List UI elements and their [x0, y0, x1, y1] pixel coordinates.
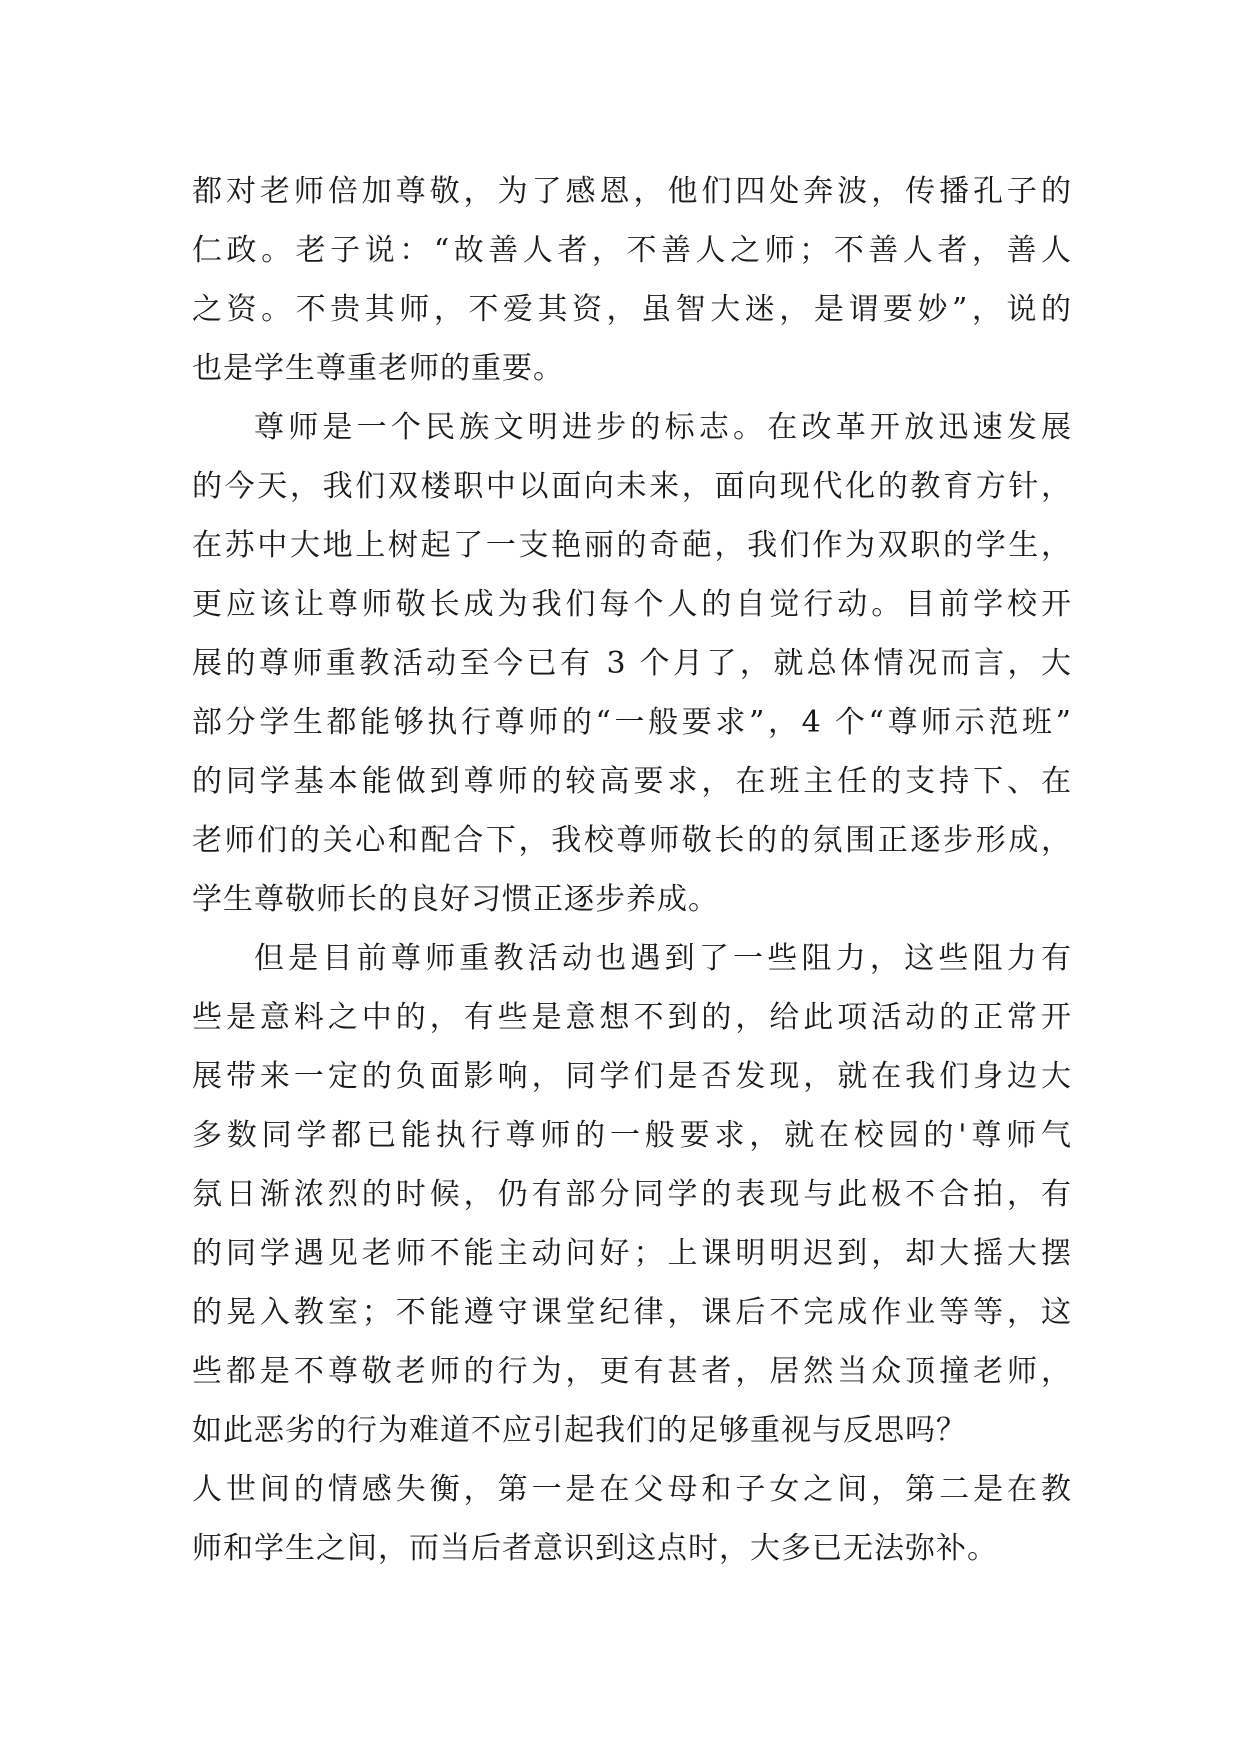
paragraph [192, 929, 1072, 1460]
text-line: 的同学遇见老师不能主动问好；上课明明迟到，却大摇大摆 [192, 1236, 1072, 1271]
text-line: 老师们的关心和配合下，我校尊师敬长的的氛围正逐步形成， [192, 823, 1072, 858]
text-line: 但是目前尊师重教活动也遇到了一些阻力，这些阻力有 [254, 941, 1072, 976]
text-line: 如此恶劣的行为难道不应引起我们的足够重视与反思吗？ [192, 1413, 967, 1448]
text-line: 些都是不尊敬老师的行为，更有甚者，居然当众顶撞老师， [192, 1354, 1072, 1389]
text-line: 仁政。老子说：“故善人者，不善人之师；不善人者，善人 [192, 233, 1072, 268]
paragraph [192, 162, 1072, 398]
text-line: 之资。不贵其师，不爱其资，虽智大迷，是谓要妙”，说的 [192, 292, 1072, 327]
text-line: 师和学生之间，而当后者意识到这点时，大多已无法弥补。 [192, 1531, 998, 1566]
text-line: 展带来一定的负面影响，同学们是否发现，就在我们身边大 [192, 1059, 1072, 1094]
text-line: 部分学生都能够执行尊师的“一般要求”，4 个“尊师示范班” [192, 705, 1072, 740]
text-line: 些是意料之中的，有些是意想不到的，给此项活动的正常开 [192, 1000, 1072, 1035]
paragraph [192, 398, 1072, 929]
text-line: 氛日渐浓烈的时候，仍有部分同学的表现与此极不合拍，有 [192, 1177, 1072, 1212]
text-line: 人世间的情感失衡，第一是在父母和子女之间，第二是在教 [192, 1472, 1072, 1507]
text-line: 在苏中大地上树起了一支艳丽的奇葩，我们作为双职的学生， [192, 528, 1072, 563]
text-line: 尊师是一个民族文明进步的标志。在改革开放迅速发展 [254, 410, 1072, 445]
text-line: 学生尊敬师长的良好习惯正逐步养成。 [192, 882, 719, 917]
text-line: 多数同学都已能执行尊师的一般要求，就在校园的'尊师气 [192, 1118, 1072, 1153]
document-body [192, 162, 1072, 1578]
paragraph [192, 1460, 1072, 1578]
text-line: 都对老师倍加尊敬，为了感恩，他们四处奔波，传播孔子的 [192, 174, 1072, 209]
text-line: 展的尊师重教活动至今已有 3 个月了，就总体情况而言，大 [192, 646, 1072, 681]
text-line: 也是学生尊重老师的重要。 [192, 351, 564, 386]
text-line: 的晃入教室；不能遵守课堂纪律，课后不完成作业等等，这 [192, 1295, 1072, 1330]
text-line: 的同学基本能做到尊师的较高要求，在班主任的支持下、在 [192, 764, 1072, 799]
text-line: 的今天，我们双楼职中以面向未来，面向现代化的教育方针， [192, 469, 1072, 504]
text-line: 更应该让尊师敬长成为我们每个人的自觉行动。目前学校开 [192, 587, 1072, 622]
